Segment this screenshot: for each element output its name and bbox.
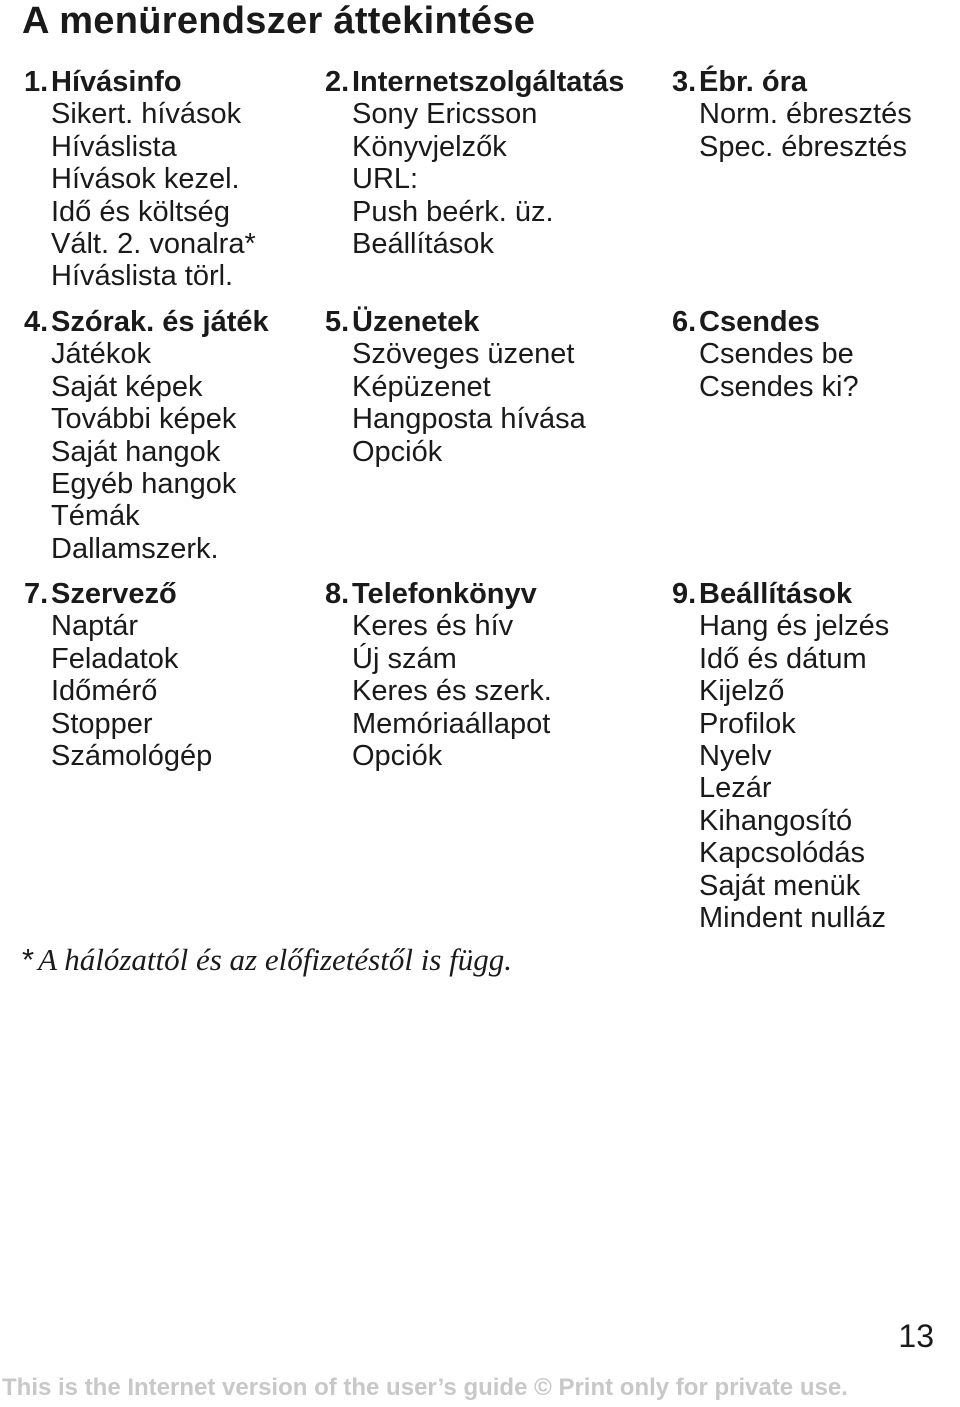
menu-items xyxy=(672,98,960,163)
menu-item: Vált. 2. vonalra* xyxy=(51,228,256,261)
menu-item: Saját menük xyxy=(699,869,861,902)
menu-items xyxy=(325,98,625,260)
menu-block-3 xyxy=(672,66,960,163)
menu-block-6 xyxy=(672,306,960,403)
menu-item: Hang és jelzés xyxy=(699,610,890,643)
menu-name: Hívásinfo xyxy=(51,66,182,98)
menu-heading xyxy=(325,66,625,98)
menu-number: 4. xyxy=(24,306,49,338)
menu-number: 1. xyxy=(24,66,49,98)
menu-item: Naptár xyxy=(51,610,139,643)
menu-heading xyxy=(325,578,625,610)
menu-items xyxy=(325,338,625,468)
page-number: 13 xyxy=(898,1318,934,1354)
menu-number: 2. xyxy=(325,66,350,98)
menu-item: Opciók xyxy=(352,435,443,468)
menu-item: Saját képek xyxy=(51,370,203,403)
menu-item: Mindent nulláz xyxy=(699,902,886,935)
menu-item: Saját hangok xyxy=(51,435,221,468)
menu-name: Internetszolgáltatás xyxy=(352,66,625,98)
menu-item: Számológép xyxy=(51,740,213,773)
menu-item: További képek xyxy=(51,403,237,436)
menu-item: Szöveges üzenet xyxy=(352,338,575,371)
menu-items xyxy=(672,338,960,403)
menu-name: Telefonkönyv xyxy=(352,578,537,610)
menu-item: Hangposta hívása xyxy=(352,403,586,436)
menu-item: Norm. ébresztés xyxy=(699,98,912,131)
menu-heading xyxy=(24,306,324,338)
menu-name: Szervező xyxy=(51,578,177,610)
menu-items xyxy=(24,610,324,772)
menu-name: Csendes xyxy=(699,306,820,338)
menu-item: Idő és költség xyxy=(51,195,230,228)
menu-block-4 xyxy=(24,306,324,565)
menu-heading xyxy=(672,66,960,98)
menu-heading xyxy=(24,66,324,98)
menu-block-8 xyxy=(325,578,625,772)
menu-number: 6. xyxy=(672,306,697,338)
menu-item: Keres és hív xyxy=(352,610,514,643)
menu-heading xyxy=(672,578,960,610)
menu-item: Kihangosító xyxy=(699,804,853,837)
bottom-notice: This is the Internet version of the user’s guide © Print only for private use. xyxy=(2,1374,848,1401)
menu-name: Ébr. óra xyxy=(699,66,807,98)
menu-item: Híváslista xyxy=(51,130,177,163)
menu-number: 9. xyxy=(672,578,697,610)
menu-name: Beállítások xyxy=(699,578,853,610)
menu-block-7 xyxy=(24,578,324,772)
menu-item: Feladatok xyxy=(51,642,179,675)
menu-item: Lezár xyxy=(699,772,772,805)
menu-heading xyxy=(325,306,625,338)
menu-item: Spec. ébresztés xyxy=(699,130,907,163)
menu-number: 7. xyxy=(24,578,49,610)
menu-item: Kapcsolódás xyxy=(699,837,866,870)
menu-item: Egyéb hangok xyxy=(51,468,237,501)
menu-number: 3. xyxy=(672,66,697,98)
menu-item: Időmérő xyxy=(51,675,158,708)
footnote xyxy=(22,940,512,980)
menu-item: Témák xyxy=(51,500,140,533)
menu-item: Dallamszerk. xyxy=(51,532,219,565)
footnote-text: A hálózattól és az előfizetéstől is függ. xyxy=(38,942,512,977)
menu-item: Új szám xyxy=(352,642,457,675)
menu-item: Képüzenet xyxy=(352,370,491,403)
menu-block-9 xyxy=(672,578,960,934)
menu-item: Sony Ericsson xyxy=(352,98,538,131)
footnote-mark: * xyxy=(22,942,35,977)
menu-name: Szórak. és játék xyxy=(51,306,269,338)
menu-item: Híváslista törl. xyxy=(51,260,234,293)
menu-item: Csendes be xyxy=(699,338,854,371)
menu-heading xyxy=(24,578,324,610)
menu-number: 8. xyxy=(325,578,350,610)
menu-heading xyxy=(672,306,960,338)
menu-item: Kijelző xyxy=(699,675,785,708)
menu-item: Csendes ki? xyxy=(699,370,859,403)
menu-number: 5. xyxy=(325,306,350,338)
menu-name: Üzenetek xyxy=(352,306,480,338)
menu-block-1 xyxy=(24,66,324,293)
menu-items xyxy=(24,338,324,565)
menu-block-2 xyxy=(325,66,625,260)
menu-item: Hívások kezel. xyxy=(51,163,240,196)
menu-items xyxy=(325,610,625,772)
menu-item: Stopper xyxy=(51,707,153,740)
menu-item: Idő és dátum xyxy=(699,642,867,675)
menu-item: Játékok xyxy=(51,338,151,371)
menu-item: URL: xyxy=(352,163,419,196)
menu-item: Könyvjelzők xyxy=(352,130,507,163)
menu-items xyxy=(672,610,960,934)
menu-item: Opciók xyxy=(352,740,443,773)
menu-item: Nyelv xyxy=(699,740,772,773)
menu-items xyxy=(24,98,324,292)
menu-item: Push beérk. üz. xyxy=(352,195,554,228)
menu-item: Beállítások xyxy=(352,228,494,261)
menu-block-5 xyxy=(325,306,625,468)
menu-item: Memóriaállapot xyxy=(352,707,551,740)
menu-item: Profilok xyxy=(699,707,796,740)
menu-item: Sikert. hívások xyxy=(51,98,242,131)
page-title: A menürendszer áttekintése xyxy=(22,0,536,42)
menu-item: Keres és szerk. xyxy=(352,675,552,708)
